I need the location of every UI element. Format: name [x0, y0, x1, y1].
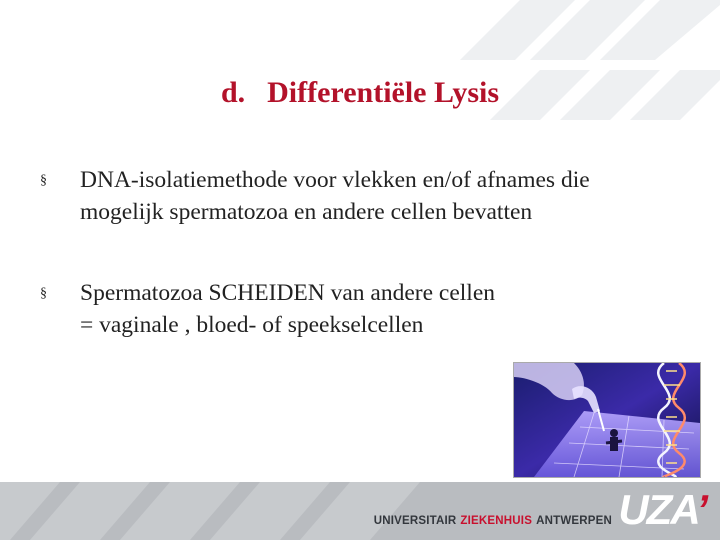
decorative-stripes — [400, 0, 720, 140]
title-number: d. — [220, 76, 246, 109]
footer-stripes — [0, 482, 720, 540]
bullet-marker: § — [40, 286, 47, 301]
dna-illustration — [513, 362, 701, 478]
slide-title — [0, 76, 720, 110]
bullet-line: mogelijk spermatozoa en andere cellen bevatten — [80, 198, 533, 225]
bullet-line: Spermatozoa SCHEIDEN van andere cellen — [80, 280, 496, 306]
logo-letters: UZA — [618, 486, 697, 533]
logo-apostrophe: ’ — [696, 486, 706, 533]
bullet-line: DNA-isolatiemethode voor vlekken en/of afnames die — [80, 167, 590, 193]
footer-bar — [0, 482, 720, 540]
bullet-text — [80, 165, 700, 229]
uza-logo — [618, 486, 706, 534]
brand-word-universitair: UNIVERSITAIR — [373, 515, 457, 527]
brand-word-antwerpen: ANTWERPEN — [536, 515, 612, 527]
bullet-marker: § — [40, 173, 47, 188]
hospital-name — [374, 515, 612, 527]
title-text: Differentiële Lysis — [267, 76, 500, 109]
bullet-line: = vaginale , bloed- of speekselcellen — [80, 311, 424, 338]
bullet-text — [80, 278, 700, 342]
brand-word-ziekenhuis: ZIEKENHUIS — [460, 515, 533, 527]
